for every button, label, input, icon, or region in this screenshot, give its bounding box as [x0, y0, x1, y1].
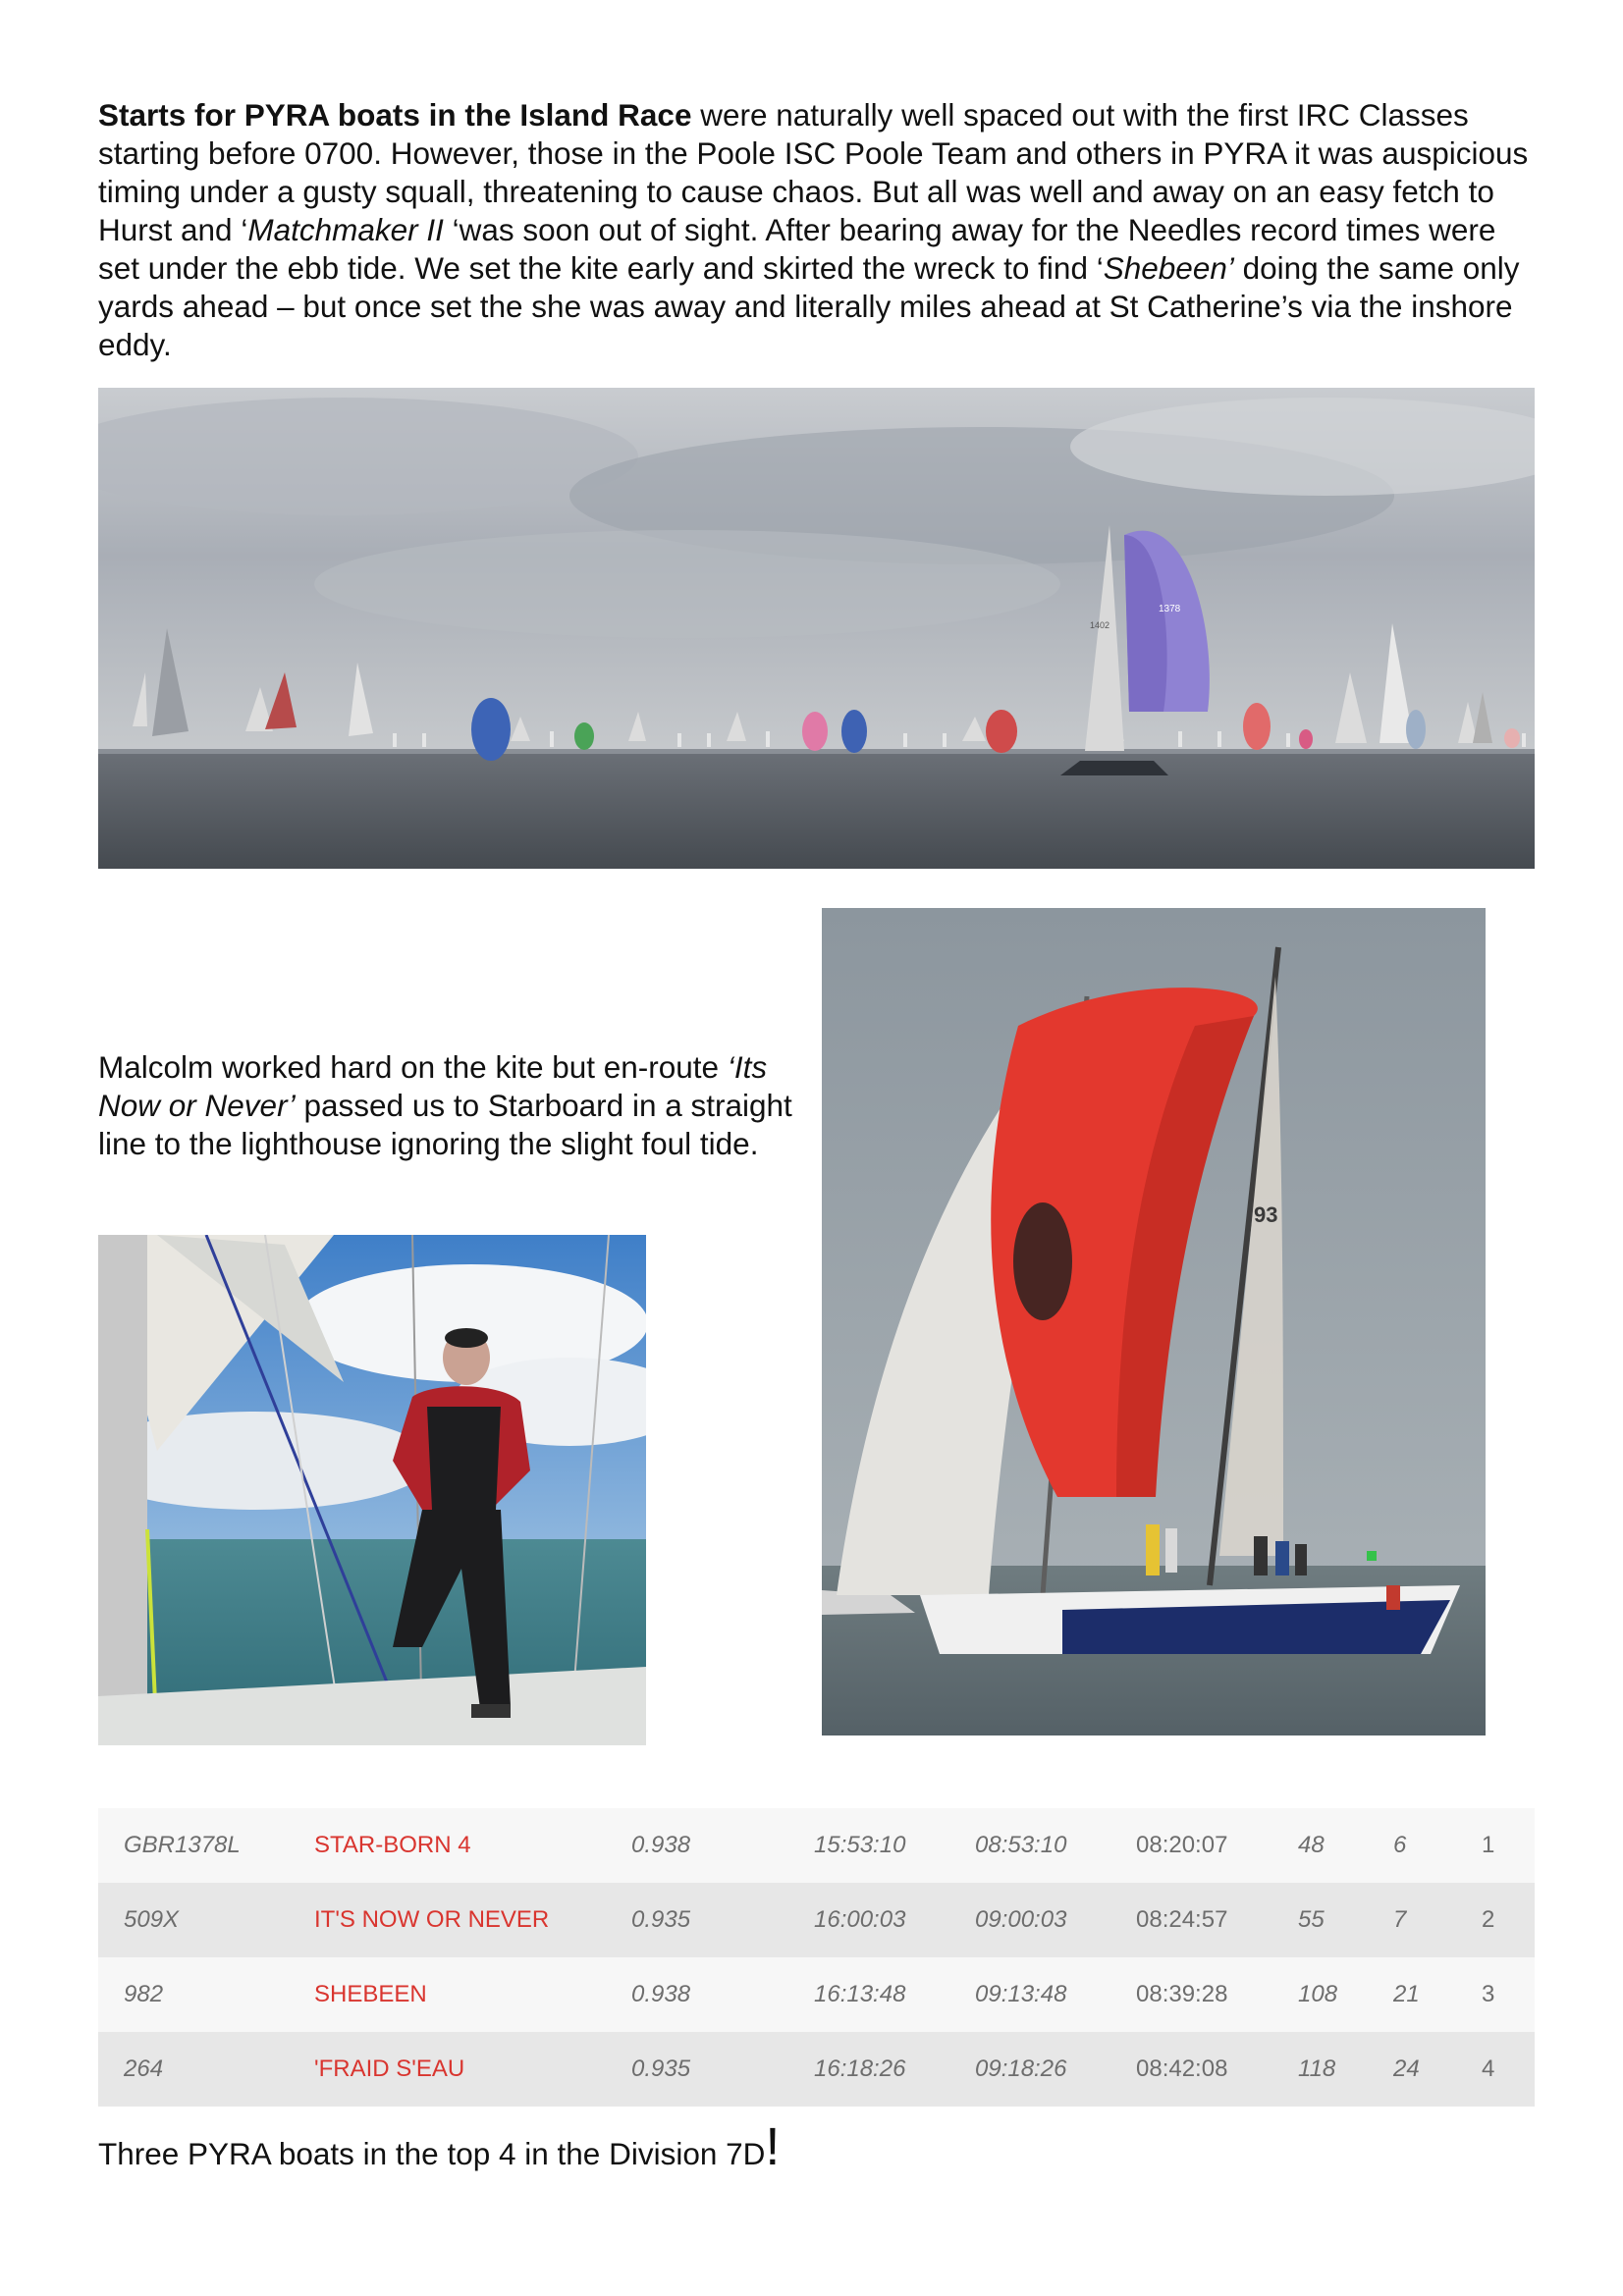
- corrected-time-cell: 08:20:07: [1136, 1808, 1298, 1883]
- results-table: [98, 1808, 1535, 2107]
- elapsed-time-cell: 09:18:26: [975, 2032, 1136, 2107]
- boat-name-cell: STAR-BORN 4: [314, 1808, 631, 1883]
- class-position-cell: 24: [1393, 2032, 1482, 2107]
- overall-position-cell: 118: [1298, 2032, 1393, 2107]
- division-position-cell: 4: [1482, 2032, 1535, 2107]
- sail-number-cell: GBR1378L: [98, 1808, 314, 1883]
- caption-paragraph: [98, 1048, 805, 1163]
- overall-position-cell: 48: [1298, 1808, 1393, 1883]
- caption-text-2: passed us to Starboard in a straight line to the lighthouse ignoring the slight foul tide.: [98, 1088, 792, 1161]
- elapsed-time-cell: 09:00:03: [975, 1883, 1136, 1957]
- boat-name-cell: SHEBEEN: [314, 1957, 631, 2032]
- table-row: [98, 1883, 1535, 1957]
- closing-text: Three PYRA boats in the top 4 in the Division 7D: [98, 2136, 766, 2171]
- class-position-cell: 21: [1393, 1957, 1482, 2032]
- class-position-cell: 6: [1393, 1808, 1482, 1883]
- overall-position-cell: 108: [1298, 1957, 1393, 2032]
- boat-name-cell: 'FRAID S'EAU: [314, 2032, 631, 2107]
- intro-text-3: doing the same only yards ahead – but once set the she was away and literally miles ahead at St Catherine’s via the inshore eddy.: [98, 250, 1520, 362]
- table-row: [98, 1808, 1535, 1883]
- caption-italic-boat: ‘Its Now or Never’: [98, 1049, 768, 1123]
- class-position-cell: 7: [1393, 1883, 1482, 1957]
- closing-line: [98, 2117, 982, 2176]
- boat-name-cell: IT'S NOW OR NEVER: [314, 1883, 631, 1957]
- sail-number-cell: 509X: [98, 1883, 314, 1957]
- corrected-time-cell: 08:24:57: [1136, 1883, 1298, 1957]
- rating-cell: 0.935: [631, 2032, 814, 2107]
- sail-number-cell: 982: [98, 1957, 314, 2032]
- corrected-time-cell: 08:42:08: [1136, 2032, 1298, 2107]
- rating-cell: 0.938: [631, 1957, 814, 2032]
- fleet-panorama-photo: [98, 388, 1535, 869]
- division-position-cell: 3: [1482, 1957, 1535, 2032]
- sail-number-cell: 264: [98, 2032, 314, 2107]
- intro-italic-matchmaker: Matchmaker II: [247, 212, 444, 247]
- svg-text:93: 93: [1254, 1202, 1278, 1227]
- intro-paragraph: [98, 96, 1542, 364]
- rating-cell: 0.935: [631, 1883, 814, 1957]
- finish-time-cell: 16:18:26: [814, 2032, 975, 2107]
- finish-time-cell: 16:13:48: [814, 1957, 975, 2032]
- purple-hull-number: 1402: [1090, 620, 1110, 630]
- closing-exclamation: !: [765, 2117, 781, 2176]
- division-position-cell: 1: [1482, 1808, 1535, 1883]
- finish-time-cell: 15:53:10: [814, 1808, 975, 1883]
- purple-spinnaker-number: 1378: [1159, 604, 1181, 614]
- rating-cell: 0.938: [631, 1808, 814, 1883]
- caption-text-1: Malcolm worked hard on the kite but en-route: [98, 1049, 728, 1085]
- division-position-cell: 2: [1482, 1883, 1535, 1957]
- intro-italic-shebeen: Shebeen’: [1103, 250, 1234, 286]
- intro-text-1: were naturally well spaced out with the first IRC Classes starting before 0700. However, those in the Poole ISC Poole Team and others in PYRA it was auspicious timing under a gusty squall, threatening to cause chaos. But all was well and away on an easy fetch to Hurst and ‘: [98, 97, 1529, 247]
- overall-position-cell: 55: [1298, 1883, 1393, 1957]
- elapsed-time-cell: 09:13:48: [975, 1957, 1136, 2032]
- table-row: [98, 2032, 1535, 2107]
- finish-time-cell: 16:00:03: [814, 1883, 975, 1957]
- intro-text-2: ‘was soon out of sight. After bearing away for the Needles record times were set under the ebb tide. We set the kite early and skirted the wreck to find ‘: [98, 212, 1496, 286]
- intro-lead: Starts for PYRA boats in the Island Race: [98, 97, 692, 133]
- table-row: [98, 1957, 1535, 2032]
- malcolm-on-deck-photo: [98, 1235, 646, 1745]
- red-spinnaker-photo: [822, 908, 1486, 1735]
- corrected-time-cell: 08:39:28: [1136, 1957, 1298, 2032]
- elapsed-time-cell: 08:53:10: [975, 1808, 1136, 1883]
